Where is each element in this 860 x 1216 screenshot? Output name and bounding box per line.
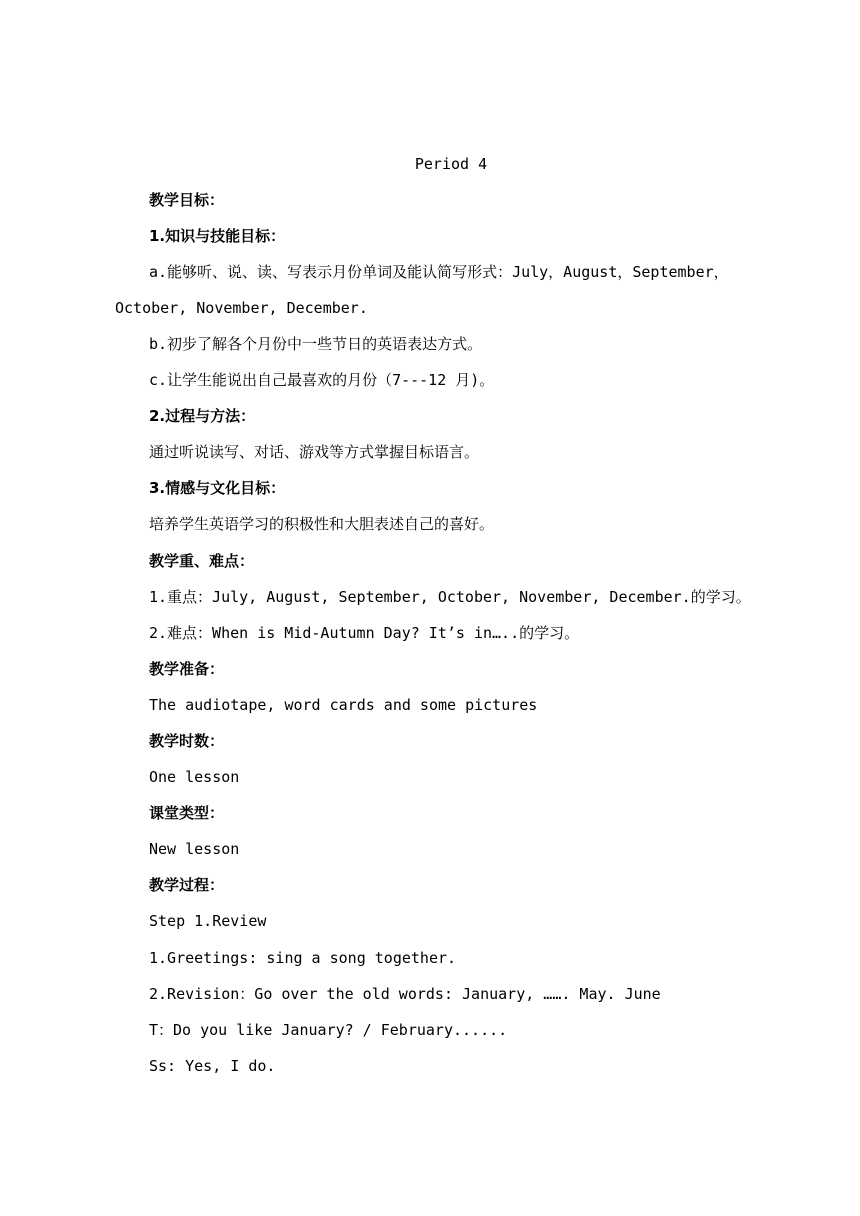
objective-b: b.初步了解各个月份中一些节日的英语表达方式。 <box>149 335 483 353</box>
objective-a-line1: a.能够听、说、读、写表示月份单词及能认简写形式：July，August，September， <box>149 263 729 281</box>
emotion-culture-heading: 3.情感与文化目标： <box>149 479 286 497</box>
knowledge-skills-heading: 1.知识与技能目标： <box>149 227 286 245</box>
students-line: Ss: Yes, I do. <box>149 1057 276 1075</box>
key-points-heading: 教学重、难点： <box>149 552 255 570</box>
hours-heading: 教学时数： <box>149 732 225 750</box>
teacher-line: T：Do you like January? / February...... <box>149 1021 508 1039</box>
teaching-process-heading: 教学过程： <box>149 876 225 894</box>
emotion-culture-text: 培养学生英语学习的积极性和大胆表述自己的喜好。 <box>149 515 495 533</box>
objective-c: c.让学生能说出自己最喜欢的月份（7---12 月)。 <box>149 371 495 389</box>
process-method-heading: 2.过程与方法： <box>149 407 256 425</box>
objectives-heading: 教学目标： <box>149 191 225 209</box>
objective-a-line2: October, November, December. <box>115 299 368 317</box>
hours-text: One lesson <box>149 768 240 786</box>
preparation-heading: 教学准备： <box>149 660 225 678</box>
step-1-greetings: 1.Greetings: sing a song together. <box>149 949 457 967</box>
class-type-heading: 课堂类型： <box>149 804 225 822</box>
step-1-revision: 2.Revision：Go over the old words: January, ……. May. June <box>149 985 661 1003</box>
process-method-text: 通过听说读写、对话、游戏等方式掌握目标语言。 <box>149 443 480 461</box>
key-point-2: 2.难点：When is Mid-Autumn Day? It’s in…..的学习。 <box>149 624 580 642</box>
key-point-1: 1.重点：July, August, September, October, November, December.的学习。 <box>149 588 751 606</box>
page-title: Period 4 <box>414 155 488 173</box>
class-type-text: New lesson <box>149 840 240 858</box>
preparation-text: The audiotape, word cards and some pictures <box>149 696 538 714</box>
step-1-review: Step 1.Review <box>149 912 267 930</box>
